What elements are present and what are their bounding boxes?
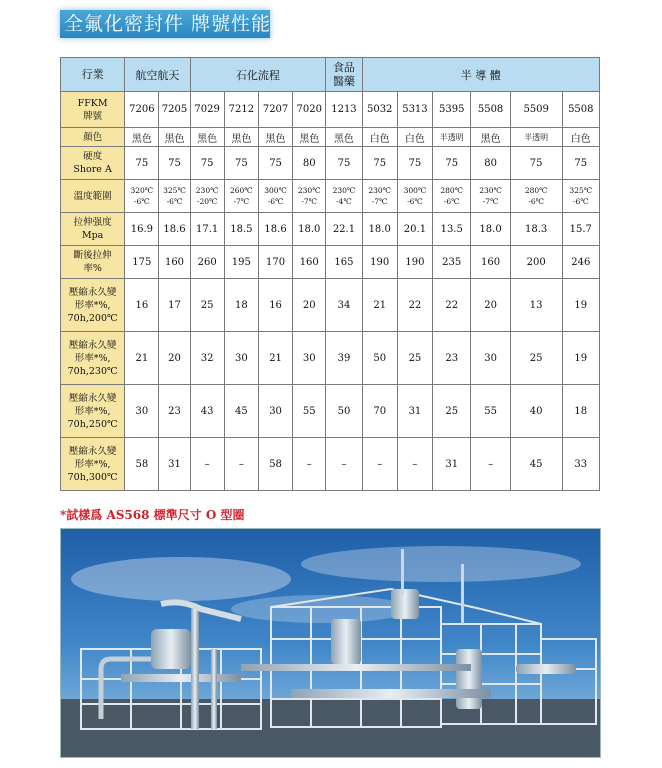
table-cell: 45 bbox=[510, 438, 562, 491]
table-cell: 23 bbox=[159, 385, 190, 438]
table-cell: 25 bbox=[433, 385, 471, 438]
table-row-temperature-range bbox=[61, 180, 600, 213]
table-cell: 50 bbox=[362, 332, 397, 385]
table-cell: 75 bbox=[159, 147, 190, 180]
table-cell: 20 bbox=[471, 279, 510, 332]
table-cell: 58 bbox=[125, 438, 159, 491]
table-cell: – bbox=[471, 438, 510, 491]
table-cell: 58 bbox=[258, 438, 292, 491]
table-cell: 55 bbox=[293, 385, 326, 438]
table-cell: 16.9 bbox=[125, 213, 159, 246]
table-cell: 7206 bbox=[125, 92, 159, 128]
table-cell: 300℃ -6℃ bbox=[397, 180, 432, 213]
table-cell: 30 bbox=[471, 332, 510, 385]
table-cell: 13.5 bbox=[433, 213, 471, 246]
table-cell: 7207 bbox=[258, 92, 292, 128]
table-cell: 5508 bbox=[471, 92, 510, 128]
table-cell: – bbox=[397, 438, 432, 491]
table-cell: 黑色 bbox=[224, 128, 258, 147]
row-label: 顏色 bbox=[61, 128, 125, 147]
table-cell: 17.1 bbox=[190, 213, 224, 246]
table-cell: 5032 bbox=[362, 92, 397, 128]
table-row-hardness bbox=[61, 147, 600, 180]
table-cell: 7212 bbox=[224, 92, 258, 128]
table-cell: 18 bbox=[224, 279, 258, 332]
row-label: 壓縮永久變 形率*%, 70h,200℃ bbox=[61, 279, 125, 332]
table-cell: 30 bbox=[293, 332, 326, 385]
table-cell: 22 bbox=[433, 279, 471, 332]
table-cell: 55 bbox=[471, 385, 510, 438]
table-cell: 75 bbox=[433, 147, 471, 180]
table-cell: 195 bbox=[224, 246, 258, 279]
table-cell: 235 bbox=[433, 246, 471, 279]
table-cell: 175 bbox=[125, 246, 159, 279]
table-cell: 75 bbox=[362, 147, 397, 180]
table-row-color bbox=[61, 128, 600, 147]
table-cell: 320℃ -6℃ bbox=[125, 180, 159, 213]
table-cell: 45 bbox=[224, 385, 258, 438]
table-cell: 5313 bbox=[397, 92, 432, 128]
table-cell: 170 bbox=[258, 246, 292, 279]
table-cell: 32 bbox=[190, 332, 224, 385]
table-cell: 165 bbox=[326, 246, 362, 279]
table-cell: 黑色 bbox=[258, 128, 292, 147]
table-row-compression-set-200 bbox=[61, 279, 600, 332]
table-row-compression-set-250 bbox=[61, 385, 600, 438]
table-cell: 15.7 bbox=[562, 213, 599, 246]
table-cell: 300℃ -6℃ bbox=[258, 180, 292, 213]
table-cell: 18.6 bbox=[159, 213, 190, 246]
table-cell: 18.0 bbox=[293, 213, 326, 246]
table-header-row bbox=[61, 58, 600, 92]
table-cell: 33 bbox=[562, 438, 599, 491]
table-cell: 黑色 bbox=[159, 128, 190, 147]
table-cell: 5509 bbox=[510, 92, 562, 128]
table-cell: 16 bbox=[258, 279, 292, 332]
table-cell: 18.6 bbox=[258, 213, 292, 246]
table-cell: 230℃ -7℃ bbox=[471, 180, 510, 213]
table-cell: 230℃ -20℃ bbox=[190, 180, 224, 213]
table-cell: 20 bbox=[293, 279, 326, 332]
table-cell: 18.0 bbox=[362, 213, 397, 246]
table-cell: 80 bbox=[293, 147, 326, 180]
table-cell: 260℃ -7℃ bbox=[224, 180, 258, 213]
table-cell: 160 bbox=[471, 246, 510, 279]
row-label: 壓縮永久變 形率*%, 70h,250℃ bbox=[61, 385, 125, 438]
row-label: 溫度範圍 bbox=[61, 180, 125, 213]
table-cell: 19 bbox=[562, 332, 599, 385]
table-cell: 20 bbox=[159, 332, 190, 385]
table-cell: 16 bbox=[125, 279, 159, 332]
table-cell: 50 bbox=[326, 385, 362, 438]
table-cell: 280℃ -6℃ bbox=[510, 180, 562, 213]
spec-table bbox=[60, 57, 600, 491]
table-cell: 25 bbox=[510, 332, 562, 385]
table-cell: 21 bbox=[258, 332, 292, 385]
table-cell: 190 bbox=[397, 246, 432, 279]
table-cell: 23 bbox=[433, 332, 471, 385]
table-cell: 黑色 bbox=[125, 128, 159, 147]
table-cell: 30 bbox=[224, 332, 258, 385]
table-cell: 280℃ -6℃ bbox=[433, 180, 471, 213]
table-row-grade bbox=[61, 92, 600, 128]
table-cell: 75 bbox=[190, 147, 224, 180]
table-cell: 黑色 bbox=[190, 128, 224, 147]
table-cell: 7020 bbox=[293, 92, 326, 128]
table-cell: – bbox=[190, 438, 224, 491]
table-row-elongation bbox=[61, 246, 600, 279]
table-row-tensile-strength bbox=[61, 213, 600, 246]
table-cell: 21 bbox=[362, 279, 397, 332]
footnote: *試樣爲 AS568 標準尺寸 O 型圈 bbox=[60, 508, 245, 522]
table-cell: 80 bbox=[471, 147, 510, 180]
table-cell: 7205 bbox=[159, 92, 190, 128]
group-semiconductor: 半 導 體 bbox=[362, 58, 599, 92]
table-cell: 30 bbox=[125, 385, 159, 438]
table-cell: 19 bbox=[562, 279, 599, 332]
table-row-compression-set-300 bbox=[61, 438, 600, 491]
table-cell: 31 bbox=[433, 438, 471, 491]
group-aerospace: 航空航天 bbox=[125, 58, 190, 92]
table-cell: 325℃ -6℃ bbox=[562, 180, 599, 213]
table-cell: 31 bbox=[397, 385, 432, 438]
table-cell: 70 bbox=[362, 385, 397, 438]
table-cell: – bbox=[326, 438, 362, 491]
table-cell: 75 bbox=[258, 147, 292, 180]
table-cell: 黑色 bbox=[326, 128, 362, 147]
table-cell: 75 bbox=[125, 147, 159, 180]
table-cell: 22.1 bbox=[326, 213, 362, 246]
table-cell: 39 bbox=[326, 332, 362, 385]
table-cell: 黑色 bbox=[471, 128, 510, 147]
table-cell: 1213 bbox=[326, 92, 362, 128]
table-cell: 18 bbox=[562, 385, 599, 438]
table-cell: 半透明 bbox=[433, 128, 471, 147]
table-cell: 75 bbox=[326, 147, 362, 180]
table-cell: 5395 bbox=[433, 92, 471, 128]
table-cell: 160 bbox=[293, 246, 326, 279]
table-cell: 40 bbox=[510, 385, 562, 438]
refinery-photo bbox=[60, 528, 601, 758]
table-cell: 75 bbox=[510, 147, 562, 180]
table-cell: 20.1 bbox=[397, 213, 432, 246]
table-cell: 21 bbox=[125, 332, 159, 385]
table-cell: 246 bbox=[562, 246, 599, 279]
table-cell: 30 bbox=[258, 385, 292, 438]
table-cell: 325℃ -6℃ bbox=[159, 180, 190, 213]
table-cell: 230℃ -7℃ bbox=[293, 180, 326, 213]
table-row-compression-set-230 bbox=[61, 332, 600, 385]
row-label: 斷後拉伸 率% bbox=[61, 246, 125, 279]
table-cell: 75 bbox=[562, 147, 599, 180]
table-cell: 白色 bbox=[362, 128, 397, 147]
table-cell: 5508 bbox=[562, 92, 599, 128]
table-cell: 25 bbox=[397, 332, 432, 385]
table-cell: 230℃ -7℃ bbox=[362, 180, 397, 213]
table-cell: 黑色 bbox=[293, 128, 326, 147]
table-cell: 75 bbox=[224, 147, 258, 180]
table-cell: – bbox=[224, 438, 258, 491]
row-label: 壓縮永久變 形率*%, 70h,230℃ bbox=[61, 332, 125, 385]
table-cell: 34 bbox=[326, 279, 362, 332]
table-cell: 43 bbox=[190, 385, 224, 438]
header-label: 行業 bbox=[61, 58, 125, 92]
table-cell: 160 bbox=[159, 246, 190, 279]
table-cell: 260 bbox=[190, 246, 224, 279]
table-cell: 190 bbox=[362, 246, 397, 279]
table-cell: 18.3 bbox=[510, 213, 562, 246]
table-cell: 75 bbox=[397, 147, 432, 180]
table-cell: 7029 bbox=[190, 92, 224, 128]
page-title: 全氟化密封件 牌號性能 bbox=[64, 13, 272, 35]
row-label: FFKM 牌號 bbox=[61, 92, 125, 128]
table-cell: 18.0 bbox=[471, 213, 510, 246]
table-cell: 白色 bbox=[562, 128, 599, 147]
table-cell: 22 bbox=[397, 279, 432, 332]
table-cell: 230℃ -4℃ bbox=[326, 180, 362, 213]
group-food-pharma: 食品 醫藥 bbox=[326, 58, 362, 92]
table-cell: 31 bbox=[159, 438, 190, 491]
group-petrochemical: 石化流程 bbox=[190, 58, 326, 92]
table-cell: 白色 bbox=[397, 128, 432, 147]
table-cell: 200 bbox=[510, 246, 562, 279]
table-cell: 13 bbox=[510, 279, 562, 332]
row-label: 壓縮永久變 形率*%, 70h,300℃ bbox=[61, 438, 125, 491]
row-label: 拉伸强度 Mpa bbox=[61, 213, 125, 246]
table-cell: 半透明 bbox=[510, 128, 562, 147]
row-label: 硬度 Shore A bbox=[61, 147, 125, 180]
table-cell: – bbox=[293, 438, 326, 491]
table-cell: 17 bbox=[159, 279, 190, 332]
table-cell: 25 bbox=[190, 279, 224, 332]
table-cell: 18.5 bbox=[224, 213, 258, 246]
table-cell: – bbox=[362, 438, 397, 491]
